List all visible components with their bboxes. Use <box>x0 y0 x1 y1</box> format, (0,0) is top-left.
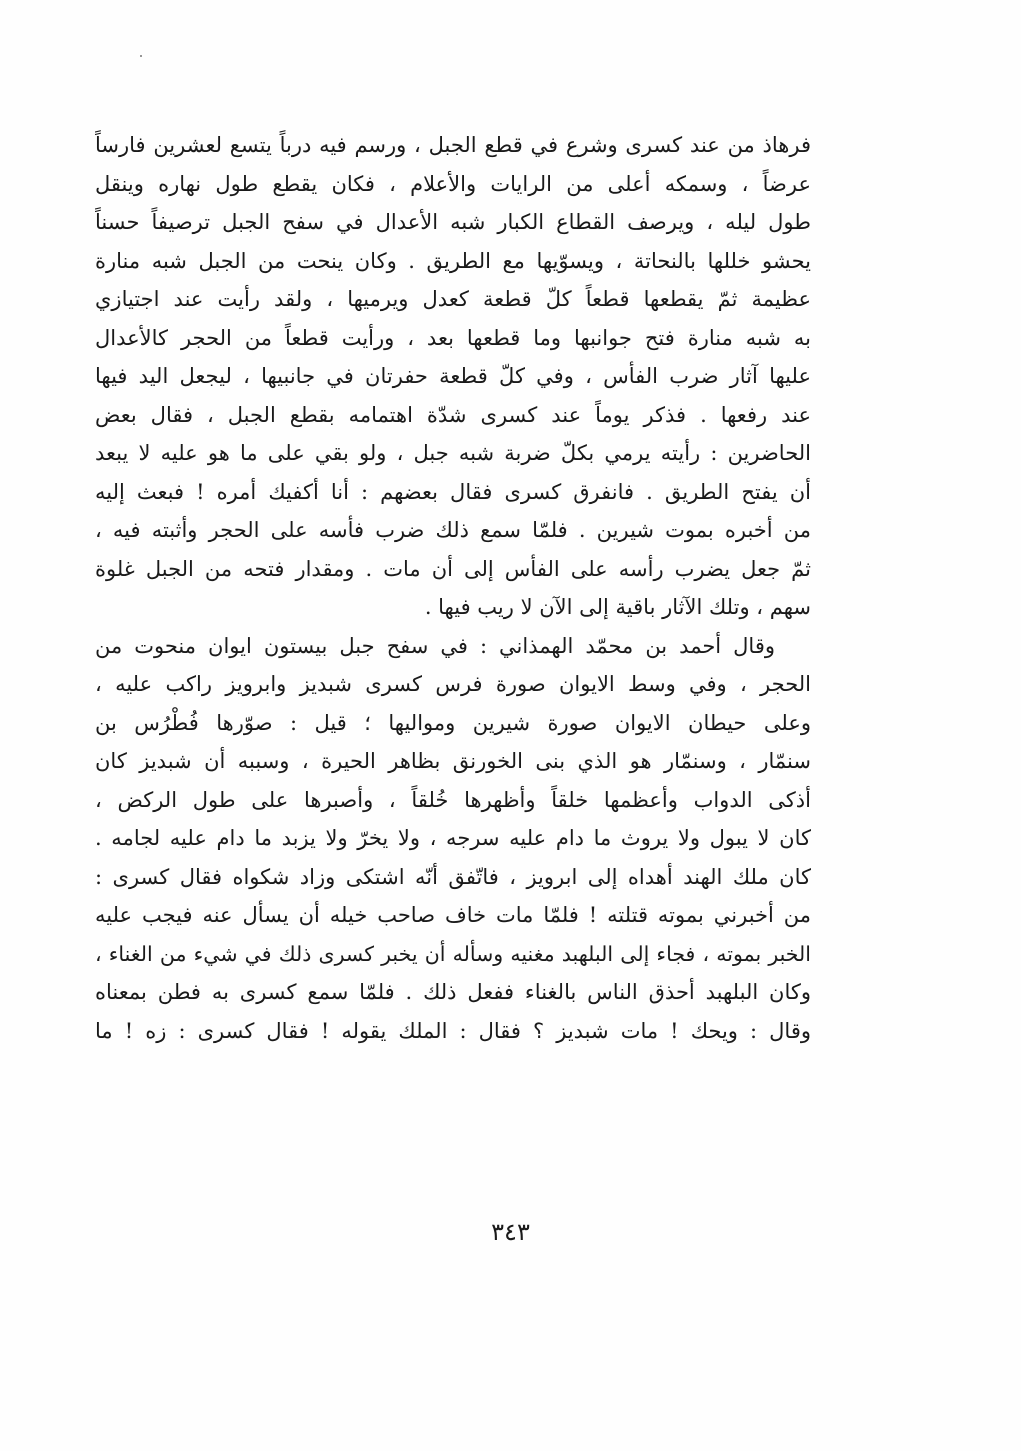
text-line: عليها آثار ضرب الفأس ، وفي كلّ قطعة حفرتان في جانبيها ، ليجعل اليد فيها <box>95 364 811 388</box>
text-line: كان لا يبول ولا يروث ما دام عليه سرجه ، ولا يخرّ ولا يزبد ما دام عليه لجامه . <box>95 826 811 850</box>
text-line: يحشو خللها بالنحاتة ، ويسوّيها مع الطريق . وكان ينحت من الجبل شبه منارة <box>95 248 811 273</box>
body-text <box>95 126 811 1050</box>
text-line: وعلى حيطان الايوان صورة شيرين ومواليها ؛ قيل : صوّرها فُطْرُس بن <box>95 710 811 735</box>
text-line: سنمّار ، وسنمّار هو الذي بنى الخورنق بظاهر الحيرة ، وسببه أن شبديز كان <box>95 749 811 773</box>
text-line: عرضاً ، وسمكه أعلى من الرايات والأعلام ، فكان يقطع طول نهاره وينقل <box>95 171 811 196</box>
text-line: من أخبرني بموته قتلته ! فلمّا مات خاف صاحب خيله أن يسأل عنه فيجب عليه <box>95 903 811 927</box>
text-line: فرهاذ من عند كسرى وشرع في قطع الجبل ، ورسم فيه درباً يتسع لعشرين فارساً <box>95 133 811 157</box>
text-line: من أخبره بموت شيرين . فلمّا سمع ذلك ضرب فأسه على الحجر وأثبته فيه ، <box>95 518 811 542</box>
text-line: وقال أحمد بن محمّد الهمذاني : في سفح جبل بيستون ايوان منحوت من <box>95 633 775 658</box>
page-speck <box>140 55 142 57</box>
text-line: الخبر بموته ، فجاء إلى البلهبد مغنيه وسأله أن يخبر كسرى ذلك في شيء من الغناء ، <box>95 941 811 966</box>
text-line: به شبه منارة فتح جوانبها وما قطعها بعد ، ورأيت قطعاً من الحجر كالأعدال <box>95 325 811 350</box>
text-line: طول ليله ، ويرصف القطاع الكبار شبه الأعدال في سفح الجبل ترصيفاً حسناً <box>95 210 811 234</box>
text-line: عظيمة ثمّ يقطعها قطعاً كلّ قطعة كعدل ويرميها ، ولقد رأيت عند اجتيازي <box>95 287 811 311</box>
text-line: أن يفتح الطريق . فانفرق كسرى فقال بعضهم : أنا أكفيك أمره ! فبعث إليه <box>95 479 811 504</box>
text-line: وقال : ويحك ! مات شبديز ؟ فقال : الملك يقوله ! فقال كسرى : زه ! ما <box>95 1018 811 1043</box>
text-line: سهم ، وتلك الآثار باقية إلى الآن لا ريب فيها . <box>424 595 811 619</box>
text-line: وكان البلهبد أحذق الناس بالغناء ففعل ذلك . فلمّا سمع كسرى به فطن بمعناه <box>95 980 811 1004</box>
page-number: ٣٤٣ <box>491 1218 530 1246</box>
text-line: أذكى الدواب وأعظمها خلقاً وأظهرها خُلقاً ، وأصبرها على طول الركض ، <box>95 787 811 812</box>
text-line: الحاضرين : رأيته يرمي بكلّ ضربة شبه جبل ، ولو بقي على ما هو عليه لا يبعد <box>95 441 811 465</box>
text-line: الحجر ، وفي وسط الايوان صورة فرس كسرى شبديز وابرويز راكب عليه ، <box>95 672 811 696</box>
text-line: عند رفعها . فذكر يوماً عند كسرى شدّة اهتمامه بقطع الجبل ، فقال بعض <box>95 402 811 427</box>
text-line: كان ملك الهند أهداه إلى ابرويز ، فاتّفق أنّه اشتكى وزاد شكواه فقال كسرى : <box>95 864 811 889</box>
text-line: ثمّ جعل يضرب رأسه على الفأس إلى أن مات . ومقدار فتحه من الجبل غلوة <box>95 556 811 581</box>
